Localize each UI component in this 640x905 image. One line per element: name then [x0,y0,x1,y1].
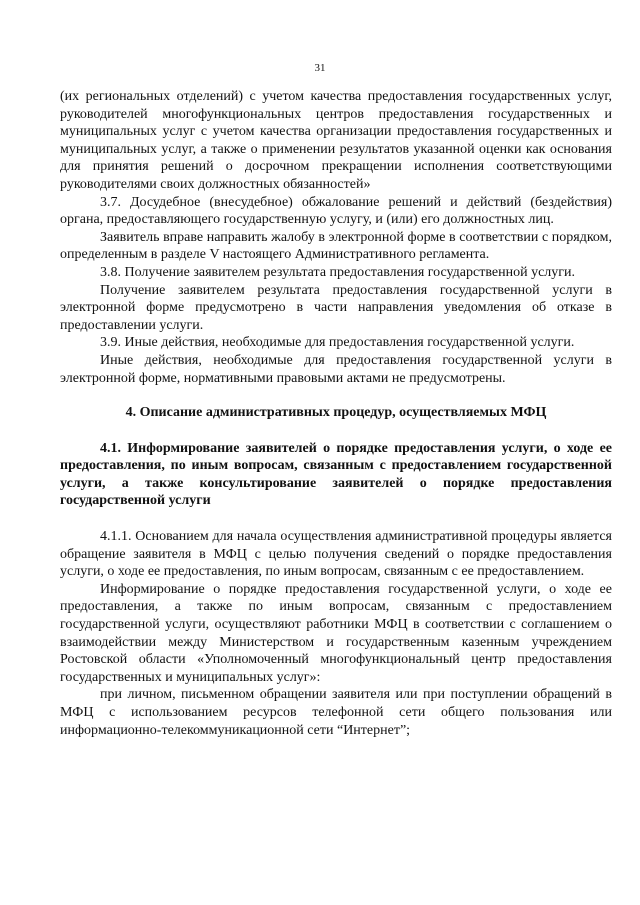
paragraph: при личном, письменном обращении заявителя или при поступлении обращений в МФЦ с использованием ресурсов телефонной сети общего пользования или информационно-телекоммуникационной сети “Интернет”; [60,687,612,738]
paragraph: Иные действия, необходимые для предоставления государственной услуги в электронной форме, нормативными правовыми актами не предусмотрены. [60,352,612,386]
page-content [60,88,612,739]
paragraph: 3.7. Досудебное (внесудебное) обжалование решений и действий (бездействия) органа, предоставляющего государственную услугу, и (или) его должностных лиц. [60,194,612,228]
page-number: 31 [314,62,326,74]
paragraph: 3.9. Иные действия, необходимые для предоставления государственной услуги. [100,335,575,351]
paragraph: (их региональных отделений) с учетом качества предоставления государственных услуг, руководителей многофункциональных центров предоставления государственных и муниципальных услуг с учетом качества организации предоставления государственных и муниципальных услуг, а также о применении результатов указанной оценки как основания для принятия решений о досрочном прекращении исполнения соответствующими руководителями своих должностных обязанностей» [60,89,612,192]
paragraph: Информирование о порядке предоставления государственной услуги, о ходе ее предоставления, а также по иным вопросам, связанным с предоставлением государственной услуги, осуществляют работники МФЦ в соответствии с соглашением о взаимодействии между Министерством и государственным казенным учреждением Ростовской области «Уполномоченный многофункциональный центр предоставления государственных и муниципальных услуг»: [60,581,612,685]
paragraph: 3.8. Получение заявителем результата предоставления государственной услуги. [100,264,576,280]
section-heading: 4. Описание административных процедур, осуществляемых МФЦ [125,405,547,421]
paragraph: Заявитель вправе направить жалобу в электронной форме в соответствии с порядком, определенным в разделе V настоящего Административного регламента. [60,229,612,263]
paragraph: Получение заявителем результата предоставления государственной услуги в электронной форме предусмотрено в части направления уведомления об отказе в предоставлении услуги. [60,282,612,333]
paragraph: 4.1.1. Основанием для начала осуществления административной процедуры является обращение заявителя в МФЦ с целью получения сведений о порядке предоставления услуги, о ходе ее предоставления, по иным вопросам, связанным с ее предоставлением. [60,529,612,580]
subsection-heading: 4.1. Информирование заявителей о порядке предоставления услуги, о ходе ее предоставления, по иным вопросам, связанным с предоставлением государственной услуги, а также консультирование заявителей о порядке предоставления государственной услуги [60,440,612,509]
